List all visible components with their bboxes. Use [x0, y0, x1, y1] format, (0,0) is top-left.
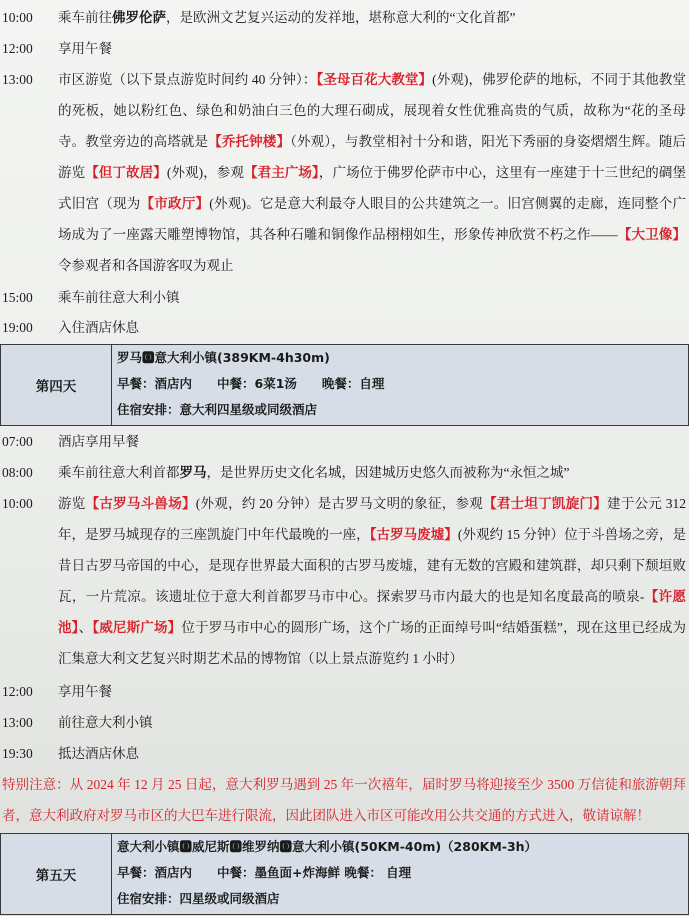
schedule-time: 10:00	[2, 10, 33, 25]
city-name: 罗马	[179, 465, 207, 480]
day-header	[0, 833, 689, 915]
schedule-row	[0, 707, 689, 738]
schedule-time: 15:00	[2, 290, 33, 305]
schedule-time: 12:00	[2, 684, 33, 699]
sight-name: 【古罗马斗兽场】	[85, 496, 196, 511]
city-name: 佛罗伦萨	[112, 10, 166, 25]
schedule-desc: 抵达酒店休息	[58, 746, 139, 761]
schedule-desc: 乘车前往意大利小镇	[58, 290, 180, 305]
schedule-time: 08:00	[2, 465, 33, 480]
schedule-time: 19:30	[2, 746, 33, 761]
sight-name: 【圣母百花大教堂】	[316, 72, 433, 87]
schedule-desc: 乘车前往佛罗伦萨，是欧洲文艺复兴运动的发祥地，堪称意大利的“文化首都”	[58, 10, 516, 25]
day-meals: 早餐：酒店内 中餐：6菜1汤 晚餐：自理	[117, 376, 385, 391]
sight-name: 【市政厅】	[140, 196, 210, 211]
sight-name: 【乔托钟楼】	[208, 134, 291, 149]
schedule-row	[0, 457, 689, 488]
schedule-desc: 享用午餐	[58, 684, 112, 699]
sight-name: 【威尼斯广场】	[92, 620, 182, 635]
day-label: 第五天	[1, 834, 112, 914]
sight-name: 【但丁故居】	[85, 165, 167, 180]
sight-name: 【君士坦丁凯旋门】	[483, 496, 608, 511]
sight-name: 【君主广场】	[244, 165, 319, 180]
rome-tour-paragraph: 10:00 游览【古罗马斗兽场】(外观，约 20 分钟）是古罗马文明的象征，参观【君士坦丁凯旋门】建于公元 312 年，是罗马城现存的三座凯旋门中年代最晚的一座，【古罗马废墟】(外观约 15 分钟）位于斗兽场之旁，是昔日古罗马帝国的中心，是现存世界最大面积的古罗马废墟，建有无数的宫殿和建筑群，却只剩下颓垣败瓦，一片荒凉。该遗址位于意大利首都罗马市中心。探索罗马市内最大的也是知名度最高的喷泉-【许愿池】、【威尼斯广场】位于罗马市中心的圆形广场，这个广场的正面绰号叫“结婚蛋糕”，现在这里已经成为汇集意大利文艺复兴时期艺术品的博物馆（以上景点游览约 1 小时）	[58, 488, 686, 674]
day-route: 意大利小镇🅾威尼斯🅾维罗纳🅾意大利小镇(50KM-40m)（280KM-3h）	[117, 839, 538, 854]
day-hotel: 住宿安排：意大利四星级或同级酒店	[117, 402, 318, 417]
schedule-desc: 享用午餐	[58, 41, 112, 56]
schedule-time: 19:00	[2, 320, 33, 335]
schedule-row	[0, 2, 689, 33]
schedule-desc: 前往意大利小镇	[58, 715, 153, 730]
schedule-time: 07:00	[2, 434, 33, 449]
schedule-desc: 乘车前往意大利首都罗马，是世界历史文化名城，因建城历史悠久而被称为“永恒之城”	[58, 465, 570, 480]
florence-tour-paragraph: 13:00 市区游览（以下景点游览时间约 40 分钟）：【圣母百花大教堂】(外观)，佛罗伦萨的地标，不同于其他教堂的死板，她以粉红色、绿色和奶油白三色的大理石砌成，展现着女性优雅高贵的气质，故称为“花的圣母寺。教堂旁边的高塔就是【乔托钟楼】（外观），与教堂相衬十分和谐，阳光下秀丽的身姿熠熠生辉。随后游览【但丁故居】(外观)，参观【君主广场】，广场位于佛罗伦萨市中心，这里有一座建于十三世纪的碉堡式旧宫（现为【市政厅】(外观)。它是意大利最夺人眼目的公共建筑之一。旧宫侧翼的走廊，连同整个广场成为了一座露天雕塑博物馆，其各种石雕和铜像作品栩栩如生，形象传神欣赏不朽之作——【大卫像】令参观者和各国游客叹为观止	[58, 64, 686, 281]
sight-name: 【古罗马废墟】	[369, 527, 458, 542]
schedule-row	[0, 282, 689, 313]
day-header	[0, 344, 689, 426]
day-route: 罗马🅾意大利小镇(389KM-4h30m)	[117, 350, 330, 365]
special-notice: 特别注意：从 2024 年 12 月 25 日起，意大利罗马遇到 25 年一次禧年，届时罗马将迎接至少 3500 万信徒和旅游朝拜者，意大利政府对罗马市区的大巴车进行限流，因此团队进入市区可能改用公共交通的方式进入，敬请谅解！	[2, 777, 686, 823]
day-hotel: 住宿安排：四星级或同级酒店	[117, 891, 280, 906]
schedule-time: 10:00	[2, 496, 33, 511]
schedule-row	[0, 676, 689, 707]
schedule-row	[0, 33, 689, 64]
schedule-desc: 入住酒店休息	[58, 320, 139, 335]
schedule-row	[0, 312, 689, 343]
schedule-time: 13:00	[2, 72, 33, 87]
schedule-time: 13:00	[2, 715, 33, 730]
schedule-desc: 酒店享用早餐	[58, 434, 139, 449]
schedule-time: 12:00	[2, 41, 33, 56]
day-meals: 早餐：酒店内 中餐：墨鱼面+炸海鲜 晚餐： 自理	[117, 865, 412, 880]
sight-name: 【大卫像】	[617, 227, 687, 242]
day-label: 第四天	[1, 345, 112, 425]
schedule-row	[0, 738, 689, 769]
sight-name: 【许愿池】	[58, 589, 687, 635]
schedule-row	[0, 426, 689, 457]
